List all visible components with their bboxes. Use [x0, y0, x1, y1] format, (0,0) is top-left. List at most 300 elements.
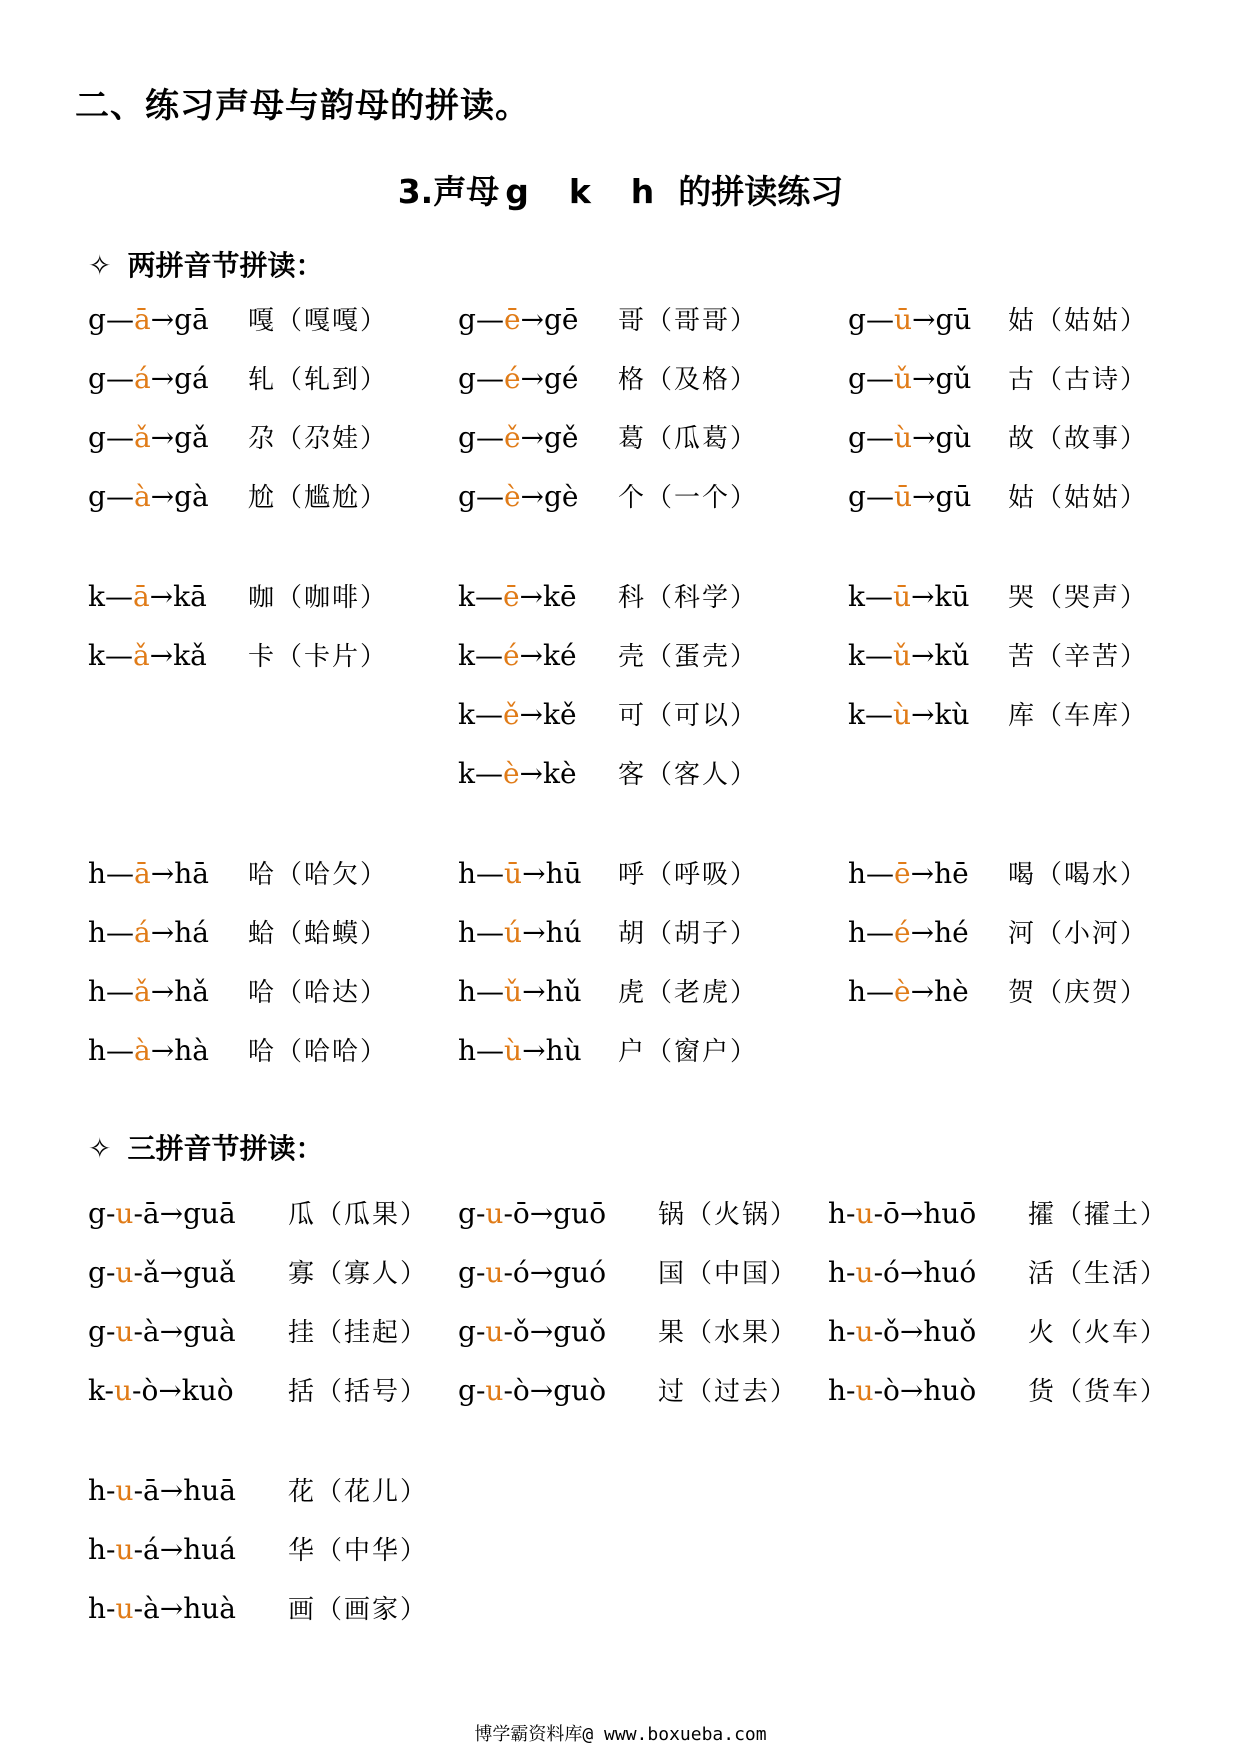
final-vowel: ǔ: [892, 639, 912, 672]
pinyin-formula: [88, 972, 248, 1012]
final-vowel: é: [503, 362, 521, 395]
initial-consonant: h: [88, 975, 107, 1008]
syllable-result: kū: [934, 580, 970, 613]
example-word: 呼（呼吸）: [618, 860, 759, 890]
three-syllable-item: [88, 1589, 428, 1630]
initial-consonant: k: [458, 580, 475, 613]
hyphen: -: [132, 1374, 142, 1407]
two-syllable-item: [848, 300, 1148, 341]
example-word: 活（生活）: [1028, 1259, 1169, 1289]
final-vowel: ù: [892, 698, 912, 731]
hyphen: -: [873, 1315, 884, 1348]
dash: —: [104, 639, 133, 672]
hyphen: -: [503, 1197, 513, 1230]
hyphen: -: [133, 1592, 144, 1625]
final-vowel: ē: [502, 580, 520, 613]
final-vowel: à: [143, 1592, 160, 1625]
pinyin-formula: [848, 300, 1008, 340]
final-vowel: ǎ: [133, 421, 151, 454]
pinyin-formula: [828, 1312, 1028, 1352]
two-syllable-item: [848, 577, 1148, 618]
example-word: 个（一个）: [618, 483, 759, 513]
dash: —: [475, 362, 504, 395]
dash: —: [866, 975, 895, 1008]
two-syllable-item: [458, 577, 758, 618]
pinyin-formula: [458, 1253, 658, 1293]
pinyin-formula: [848, 972, 1008, 1012]
dash: —: [105, 480, 134, 513]
final-vowel: è: [894, 975, 911, 1008]
example-word: 火（火车）: [1028, 1318, 1169, 1348]
arrow-icon: →: [159, 1474, 184, 1507]
example-word: 尕（尕娃）: [248, 424, 389, 454]
hyphen: -: [873, 1197, 884, 1230]
footer-watermark: 博学霸资料库@ www.boxueba.com: [474, 1724, 767, 1745]
final-vowel: ō: [883, 1197, 900, 1230]
arrow-icon: →: [522, 857, 546, 890]
final-vowel: ū: [892, 580, 912, 613]
medial-vowel: u: [485, 1315, 504, 1348]
arrow-icon: →: [911, 639, 935, 672]
pinyin-formula: [88, 636, 248, 676]
dash: —: [865, 362, 894, 395]
hyphen: -: [846, 1197, 856, 1230]
arrow-icon: →: [899, 1256, 924, 1289]
pinyin-formula: [828, 1194, 1028, 1234]
syllable-result: guǎ: [183, 1256, 236, 1289]
initial-consonant: g: [458, 1315, 476, 1348]
pinyin-formula: [458, 695, 618, 735]
medial-vowel: u: [115, 1592, 134, 1625]
two-syllable-item: [848, 854, 1148, 895]
dash: —: [864, 580, 893, 613]
arrow-icon: →: [522, 1034, 546, 1067]
pinyin-formula: [828, 1253, 1028, 1293]
two-syllable-item: [458, 636, 758, 677]
syllable-result: gù: [935, 421, 972, 454]
hyphen: -: [105, 1256, 116, 1289]
initial-consonant: h: [458, 1034, 477, 1067]
three-syllable-item: [458, 1371, 798, 1412]
final-vowel: ǎ: [142, 1256, 160, 1289]
three-syllable-item: [828, 1194, 1168, 1235]
hyphen: -: [503, 1256, 513, 1289]
arrow-icon: →: [519, 580, 544, 613]
hyphen: -: [133, 1533, 144, 1566]
medial-vowel: u: [855, 1374, 874, 1407]
final-vowel: ā: [134, 857, 151, 890]
initial-consonant: h: [458, 975, 477, 1008]
syllable-result: kǎ: [173, 639, 207, 672]
arrow-icon: →: [150, 1034, 175, 1067]
final-vowel: ā: [143, 1474, 160, 1507]
initial-consonant: k: [458, 698, 475, 731]
syllable-result: guà: [183, 1315, 236, 1348]
three-syllable-item: [458, 1253, 798, 1294]
arrow-icon: →: [899, 1315, 924, 1348]
arrow-icon: →: [522, 975, 546, 1008]
two-syllable-item: [458, 300, 758, 341]
pinyin-formula: [458, 359, 618, 399]
syllable-result: gè: [543, 480, 579, 513]
section-two-syllable: [88, 244, 323, 284]
initial-consonant: g: [458, 1256, 476, 1289]
dash: —: [474, 757, 503, 790]
initial-consonant: k: [88, 639, 105, 672]
arrow-icon: →: [910, 916, 935, 949]
pinyin-formula: [458, 577, 618, 617]
dash: —: [106, 1034, 135, 1067]
example-word: 库（车库）: [1008, 701, 1149, 731]
initial-consonant: h: [458, 916, 477, 949]
final-vowel: ò: [141, 1374, 159, 1407]
arrow-icon: →: [522, 916, 546, 949]
section-title: 三拼音节拼读：: [127, 1132, 324, 1165]
hyphen: -: [104, 1374, 114, 1407]
three-syllable-item: [458, 1194, 798, 1235]
initial-consonant: g: [458, 1374, 476, 1407]
dash: —: [474, 698, 503, 731]
three-syllable-item: [88, 1471, 428, 1512]
three-syllable-item: [828, 1253, 1168, 1294]
two-syllable-item: [848, 636, 1148, 677]
pinyin-formula: [458, 1031, 618, 1071]
final-vowel: ǎ: [134, 975, 151, 1008]
pinyin-formula: [848, 577, 1008, 617]
medial-vowel: u: [115, 1197, 134, 1230]
arrow-icon: →: [149, 580, 174, 613]
dash: —: [476, 916, 505, 949]
two-syllable-item: [88, 477, 388, 518]
syllable-result: huā: [183, 1474, 236, 1507]
lesson-title-letter-h: h: [630, 172, 655, 211]
section-heading: 二、练习声母与韵母的拼读。: [75, 86, 530, 126]
hyphen: -: [846, 1374, 856, 1407]
initial-consonant: k: [88, 580, 105, 613]
example-word: 喝（喝水）: [1008, 860, 1149, 890]
three-syllable-item: [828, 1371, 1168, 1412]
syllable-result: hà: [174, 1034, 209, 1067]
initial-consonant: g: [848, 421, 866, 454]
initial-consonant: g: [88, 480, 106, 513]
two-syllable-item: [848, 359, 1148, 400]
two-syllable-item: [458, 972, 758, 1013]
dash: —: [866, 916, 895, 949]
pinyin-formula: [848, 636, 1008, 676]
two-syllable-item: [88, 359, 388, 400]
syllable-result: gē: [543, 303, 579, 336]
section-title: 两拼音节拼读：: [127, 249, 324, 282]
initial-consonant: h: [88, 857, 107, 890]
medial-vowel: u: [115, 1256, 134, 1289]
example-word: 尬（尴尬）: [248, 483, 389, 513]
initial-consonant: g: [88, 303, 106, 336]
pinyin-formula: [88, 577, 248, 617]
example-word: 哈（哈达）: [248, 978, 389, 1008]
example-word: 瓜（瓜果）: [288, 1200, 429, 1230]
initial-consonant: h: [828, 1374, 847, 1407]
dash: —: [475, 421, 504, 454]
arrow-icon: →: [529, 1315, 554, 1348]
arrow-icon: →: [150, 480, 175, 513]
lesson-title-letter-g: g: [505, 172, 529, 211]
final-vowel: ò: [512, 1374, 530, 1407]
dash: —: [865, 303, 894, 336]
final-vowel: ā: [132, 580, 150, 613]
syllable-result: hú: [545, 916, 582, 949]
two-syllable-item: [88, 636, 388, 677]
final-vowel: ū: [893, 303, 912, 336]
syllable-result: guā: [183, 1197, 236, 1230]
pinyin-formula: [458, 972, 618, 1012]
three-syllable-item: [88, 1371, 428, 1412]
syllable-result: gà: [174, 480, 209, 513]
syllable-result: hǎ: [174, 975, 209, 1008]
arrow-icon: →: [911, 698, 935, 731]
example-word: 古（古诗）: [1008, 365, 1149, 395]
pinyin-formula: [848, 359, 1008, 399]
final-vowel: ú: [504, 916, 523, 949]
final-vowel: à: [134, 1034, 151, 1067]
example-word: 科（科学）: [618, 583, 759, 613]
example-word: 户（窗户）: [618, 1037, 759, 1067]
syllable-result: guó: [553, 1256, 607, 1289]
example-word: 画（画家）: [288, 1595, 429, 1625]
syllable-result: huō: [923, 1197, 977, 1230]
example-word: 哈（哈欠）: [248, 860, 389, 890]
syllable-result: gū: [935, 303, 972, 336]
arrow-icon: →: [150, 421, 175, 454]
dash: —: [105, 421, 134, 454]
dash: —: [106, 916, 135, 949]
pinyin-formula: [88, 1471, 288, 1511]
pinyin-formula: [88, 854, 248, 894]
syllable-result: kè: [543, 757, 577, 790]
dash: —: [474, 580, 503, 613]
arrow-icon: →: [519, 639, 544, 672]
arrow-icon: →: [159, 1592, 184, 1625]
three-syllable-item: [88, 1312, 428, 1353]
lesson-title-prefix: 3.声母: [397, 172, 500, 211]
syllable-result: huà: [183, 1592, 236, 1625]
example-word: 贺（庆贺）: [1008, 978, 1149, 1008]
two-syllable-item: [458, 418, 758, 459]
pinyin-formula: [88, 477, 248, 517]
arrow-icon: →: [159, 1533, 184, 1566]
three-syllable-item: [458, 1312, 798, 1353]
syllable-result: hē: [934, 857, 969, 890]
medial-vowel: u: [855, 1256, 874, 1289]
hyphen: -: [503, 1374, 513, 1407]
pinyin-formula: [458, 1194, 658, 1234]
lesson-title-suffix: 的拼读练习: [678, 172, 844, 211]
hyphen: -: [475, 1374, 486, 1407]
medial-vowel: u: [855, 1315, 874, 1348]
syllable-result: gá: [174, 362, 209, 395]
pinyin-formula: [88, 1031, 248, 1071]
arrow-icon: →: [150, 975, 175, 1008]
syllable-result: hé: [934, 916, 969, 949]
syllable-result: huó: [923, 1256, 977, 1289]
medial-vowel: u: [485, 1256, 504, 1289]
initial-consonant: h: [828, 1256, 847, 1289]
example-word: 寡（寡人）: [288, 1259, 429, 1289]
hyphen: -: [106, 1533, 116, 1566]
hyphen: -: [873, 1256, 884, 1289]
hyphen: -: [475, 1256, 486, 1289]
initial-consonant: g: [88, 421, 106, 454]
initial-consonant: h: [828, 1197, 847, 1230]
hyphen: -: [873, 1374, 884, 1407]
arrow-icon: →: [529, 1197, 554, 1230]
two-syllable-item: [458, 477, 758, 518]
final-vowel: é: [502, 639, 520, 672]
pinyin-formula: [88, 1194, 288, 1234]
pinyin-formula: [88, 1589, 288, 1629]
dash: —: [475, 480, 504, 513]
arrow-icon: →: [899, 1374, 924, 1407]
initial-consonant: h: [88, 916, 107, 949]
arrow-icon: →: [911, 421, 936, 454]
dash: —: [864, 698, 893, 731]
arrow-icon: →: [159, 1197, 184, 1230]
pinyin-formula: [848, 695, 1008, 735]
example-word: 嘎（嘎嘎）: [248, 306, 389, 336]
hyphen: -: [106, 1474, 116, 1507]
medial-vowel: u: [855, 1197, 874, 1230]
final-vowel: ù: [504, 1034, 523, 1067]
final-vowel: ó: [512, 1256, 530, 1289]
arrow-icon: →: [149, 639, 174, 672]
two-syllable-item: [458, 913, 758, 954]
final-vowel: é: [894, 916, 911, 949]
dash: —: [864, 639, 893, 672]
final-vowel: ǔ: [504, 975, 523, 1008]
example-word: 花（花儿）: [288, 1477, 429, 1507]
example-word: 虎（老虎）: [618, 978, 759, 1008]
example-word: 卡（卡片）: [248, 642, 389, 672]
initial-consonant: h: [88, 1034, 107, 1067]
example-word: 葛（瓜葛）: [618, 424, 759, 454]
two-syllable-item: [88, 418, 388, 459]
two-syllable-item: [88, 972, 388, 1013]
final-vowel: ù: [893, 421, 912, 454]
initial-consonant: h: [848, 857, 867, 890]
arrow-icon: →: [150, 362, 175, 395]
final-vowel: ǒ: [512, 1315, 530, 1348]
dash: —: [476, 857, 505, 890]
pinyin-formula: [458, 854, 618, 894]
pinyin-formula: [848, 913, 1008, 953]
medial-vowel: u: [115, 1315, 134, 1348]
example-word: 胡（胡子）: [618, 919, 759, 949]
syllable-result: huò: [923, 1374, 977, 1407]
syllable-result: kā: [173, 580, 207, 613]
example-word: 括（括号）: [288, 1377, 429, 1407]
dash: —: [475, 303, 504, 336]
hyphen: -: [106, 1592, 116, 1625]
dash: —: [106, 975, 135, 1008]
pinyin-formula: [848, 854, 1008, 894]
arrow-icon: →: [159, 1315, 184, 1348]
hyphen: -: [105, 1315, 116, 1348]
arrow-icon: →: [529, 1374, 554, 1407]
initial-consonant: g: [458, 480, 476, 513]
pinyin-formula: [458, 636, 618, 676]
syllable-result: gě: [543, 421, 579, 454]
example-word: 咖（咖啡）: [248, 583, 389, 613]
arrow-icon: →: [520, 480, 544, 513]
hyphen: -: [133, 1197, 143, 1230]
initial-consonant: g: [458, 303, 476, 336]
final-vowel: ū: [893, 480, 912, 513]
final-vowel: ā: [142, 1197, 160, 1230]
dash: —: [104, 580, 133, 613]
initial-consonant: g: [848, 362, 866, 395]
syllable-result: hù: [545, 1034, 582, 1067]
arrow-icon: →: [150, 857, 175, 890]
example-word: 果（水果）: [658, 1318, 799, 1348]
pinyin-formula: [88, 1530, 288, 1570]
syllable-result: guò: [553, 1374, 607, 1407]
final-vowel: à: [133, 480, 151, 513]
final-vowel: ò: [883, 1374, 900, 1407]
pinyin-formula: [88, 359, 248, 399]
syllable-result: kǔ: [934, 639, 970, 672]
example-word: 哈（哈哈）: [248, 1037, 389, 1067]
arrow-icon: →: [910, 857, 935, 890]
final-vowel: ǔ: [893, 362, 912, 395]
pinyin-formula: [828, 1371, 1028, 1411]
pinyin-formula: [88, 1253, 288, 1293]
two-syllable-item: [88, 913, 388, 954]
initial-consonant: g: [88, 1315, 106, 1348]
initial-consonant: h: [848, 916, 867, 949]
final-vowel: è: [503, 480, 521, 513]
final-vowel: ō: [512, 1197, 530, 1230]
lesson-title-letter-k: k: [568, 172, 591, 211]
pinyin-formula: [458, 300, 618, 340]
dash: —: [105, 362, 134, 395]
final-vowel: ě: [503, 421, 521, 454]
pinyin-formula: [458, 477, 618, 517]
initial-consonant: g: [88, 1197, 106, 1230]
medial-vowel: u: [115, 1533, 134, 1566]
example-word: 哥（哥哥）: [618, 306, 759, 336]
example-word: 蛤（蛤蟆）: [248, 919, 389, 949]
pinyin-formula: [88, 1371, 288, 1411]
syllable-result: hū: [545, 857, 582, 890]
initial-consonant: g: [88, 1256, 106, 1289]
initial-consonant: k: [848, 698, 865, 731]
hyphen: -: [503, 1315, 513, 1348]
syllable-result: kù: [934, 698, 970, 731]
pinyin-formula: [88, 913, 248, 953]
pinyin-formula: [458, 754, 618, 794]
example-word: 货（货车）: [1028, 1377, 1169, 1407]
syllable-result: gū: [935, 480, 972, 513]
initial-consonant: h: [848, 975, 867, 1008]
syllable-result: guō: [553, 1197, 607, 1230]
dash: —: [105, 303, 134, 336]
two-syllable-item: [88, 1031, 388, 1072]
example-word: 河（小河）: [1008, 919, 1149, 949]
three-syllable-item: [828, 1312, 1168, 1353]
two-syllable-item: [848, 477, 1148, 518]
two-syllable-item: [88, 577, 388, 618]
final-vowel: á: [143, 1533, 160, 1566]
medial-vowel: u: [485, 1197, 504, 1230]
